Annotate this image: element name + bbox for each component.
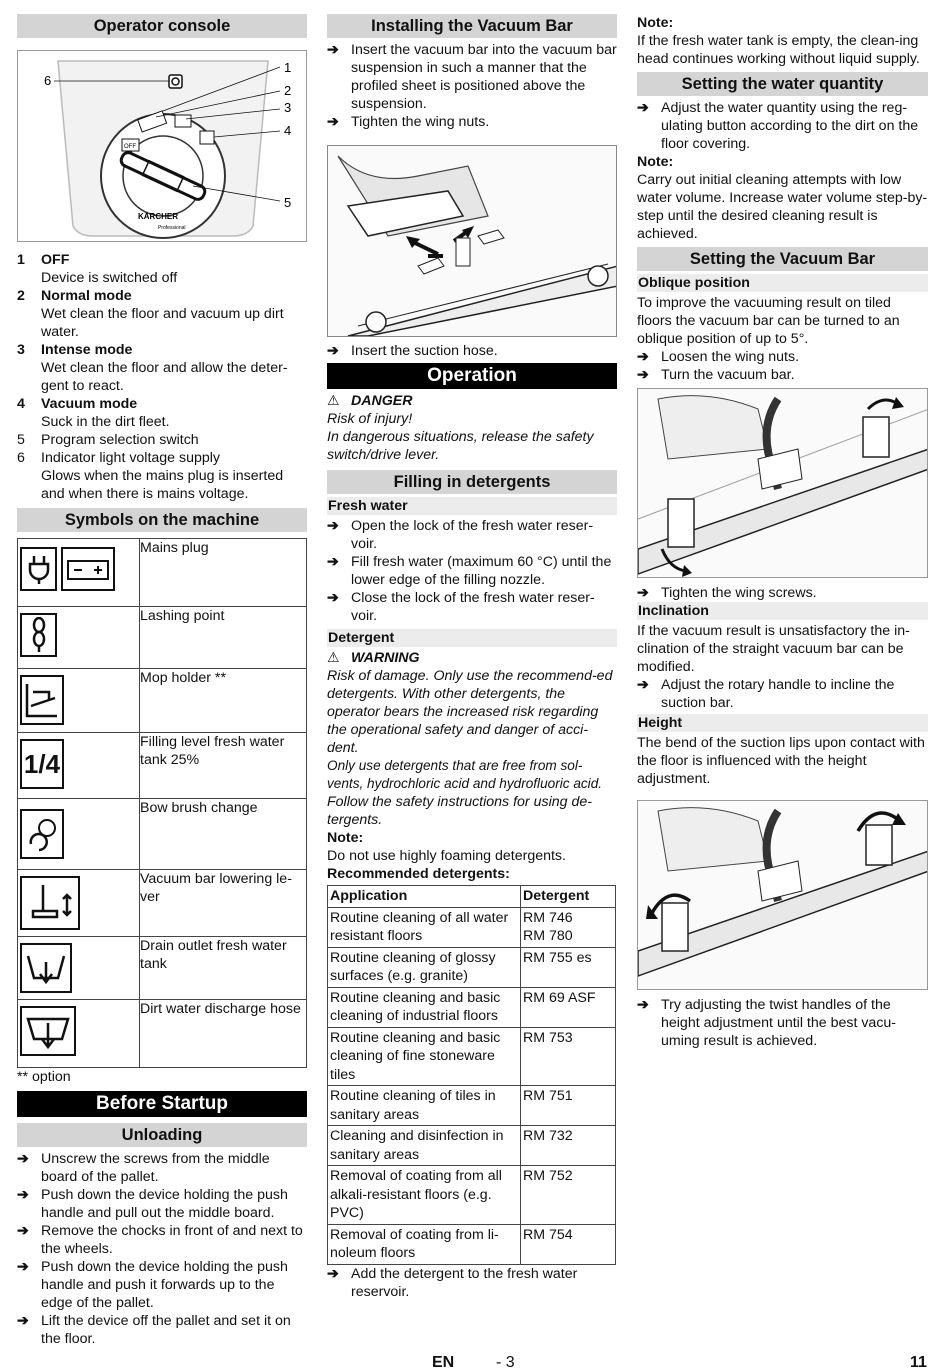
arrow-icon: ➔: [637, 997, 649, 1013]
section-heading-operation: Operation: [327, 363, 617, 389]
symbol-label: Dirt water discharge hose: [140, 1000, 307, 1068]
table-row: [18, 799, 307, 870]
list-item: ➔ Push down the device holding the push handle and push it forwards up to the edge of the pallet.: [17, 1259, 288, 1311]
warning-label: ⚠ WARNING: [327, 650, 420, 666]
subheading-fresh-water: Fresh water: [327, 497, 617, 515]
inclination-text: If the vacuum result is unsatisfactory the in-clination of the straight vacuum bar can be modified.: [637, 623, 910, 675]
symbol-label: Mains plug: [140, 539, 307, 607]
list-item: ➔ Tighten the wing screws.: [637, 585, 817, 601]
arrow-icon: ➔: [637, 367, 649, 383]
list-item: ➔ Remove the chocks in front of and next to the wheels.: [17, 1223, 303, 1257]
note-label: Note:: [327, 830, 364, 846]
arrow-icon: ➔: [327, 1265, 339, 1282]
battery-icon: [61, 547, 115, 591]
table-row: [18, 669, 307, 733]
list-item: ➔ Try adjusting the twist handles of the height adjustment until the best vacu-uming result is achieved.: [637, 997, 897, 1049]
table-row: Removal of coating from li-noleum floors RM 754: [328, 1224, 616, 1264]
callout-5: 5: [284, 195, 292, 210]
quarter-level-icon: 1/4: [20, 739, 64, 789]
oblique-position-figure: [637, 388, 928, 578]
symbol-label: Vacuum bar lowering le-ver: [140, 870, 307, 937]
table-row: Routine cleaning and basic cleaning of fine stoneware tiles RM 753: [328, 1027, 616, 1086]
note-text: Carry out initial cleaning attempts with low water volume. Increase water volume step-by-step until the desired cleaning result is achieved.: [637, 172, 928, 242]
list-item: ➔ Open the lock of the fresh water reser-voir.: [327, 518, 594, 552]
warning-triangle-icon: ⚠: [327, 650, 340, 666]
vacuum-bar-install-drawing: [328, 146, 617, 336]
warning-text: Follow the safety instructions for using de-tergents.: [327, 794, 592, 828]
list-item: ➔ Insert the vacuum bar into the vacuum bar suspension in such a manner that the profiled sheet is positioned above the suspension.: [327, 42, 617, 112]
footer-language: EN: [432, 1354, 455, 1371]
danger-label: ⚠ DANGER: [327, 393, 413, 409]
symbol-label: Bow brush change: [140, 799, 307, 870]
list-item: ➔ Push down the device holding the push handle and pull out the middle board.: [17, 1187, 288, 1221]
console-legend: 1 OFF Device is switched off 2 Normal mode Wet clean the floor and vacuum up dirt water. 3 Intense mode Wet clean the floor and allow the deter-gent to react. 4 Vacuum mode Suck in the dirt fleet. 5 Program selection switch 6 Indicator light voltage supply Glows when the mains plug is inserted and when there is mains voltage.: [17, 251, 307, 503]
legend-item: 5 Program selection switch: [17, 432, 199, 448]
section-heading-water-quantity: Setting the water quantity: [637, 72, 928, 96]
legend-item: 2 Normal mode: [17, 288, 132, 304]
subheading-inclination: Inclination: [637, 602, 928, 620]
operator-console-figure: [17, 50, 307, 242]
vacuum-bar-install-figure: [327, 145, 617, 337]
unloading-steps: [17, 1150, 307, 1348]
footer-sub-page: - 3: [496, 1354, 515, 1371]
section-heading-filling: Filling in detergents: [327, 470, 617, 494]
section-heading-before-startup: Before Startup: [17, 1091, 307, 1117]
arrow-icon: ➔: [637, 349, 649, 365]
callout-2: 2: [284, 83, 292, 98]
table-row: [18, 607, 307, 669]
list-item: ➔ Fill fresh water (maximum 60 °C) until the lower edge of the filling nozzle.: [327, 554, 612, 588]
section-heading-operator-console: Operator console: [17, 14, 307, 38]
column-right: [637, 14, 928, 1050]
table-row: [18, 539, 307, 607]
arrow-icon: ➔: [327, 42, 339, 58]
dial-sub-label: Professional: [158, 225, 186, 231]
arrow-icon: ➔: [327, 343, 339, 359]
table-header-row: Application Detergent: [328, 886, 616, 908]
list-item: ➔ Add the detergent to the fresh water reservoir.: [327, 1265, 578, 1300]
note-text: If the fresh water tank is empty, the clean-ing head continues working without liquid supply.: [637, 33, 920, 67]
column-left: [17, 14, 307, 1348]
option-note: ** option: [17, 1069, 71, 1085]
arrow-icon: ➔: [637, 100, 649, 116]
table-row: Routine cleaning of all water resistant floors RM 746 RM 780: [328, 907, 616, 947]
legend-item: 6 Indicator light voltage supply: [17, 450, 221, 466]
section-heading-vacuum-bar: Setting the Vacuum Bar: [637, 247, 928, 271]
table-row: Cleaning and disinfection in sanitary areas RM 732: [328, 1126, 616, 1166]
table-row: Routine cleaning of tiles in sanitary areas RM 751: [328, 1086, 616, 1126]
list-item: ➔ Loosen the wing nuts.: [637, 349, 800, 365]
warning-text: Only use detergents that are free from sol-vents, hydrochloric acid and hydrofluoric acid.: [327, 758, 603, 791]
note-text: Do not use highly foaming detergents.: [327, 848, 566, 864]
detergents-table: [327, 885, 616, 1265]
warning-text: Risk of damage. Only use the recommend-ed detergents. With other detergents, the operator bears the increased risk regarding the operational safety and danger of acci-dent.: [327, 668, 613, 756]
arrow-icon: ➔: [637, 677, 649, 693]
arrow-icon: ➔: [17, 1313, 29, 1329]
arrow-icon: ➔: [637, 585, 649, 601]
legend-item: 4 Vacuum mode: [17, 396, 138, 412]
symbol-label: Drain outlet fresh water tank: [140, 937, 307, 1000]
symbol-label: Lashing point: [140, 607, 307, 669]
list-item: ➔ Unscrew the screws from the middle board of the pallet.: [17, 1151, 270, 1185]
section-heading-installing: Installing the Vacuum Bar: [327, 14, 617, 38]
table-row: Routine cleaning and basic cleaning of industrial floors RM 69 ASF: [328, 987, 616, 1027]
callout-1: 1: [284, 60, 292, 75]
callout-4: 4: [284, 123, 292, 138]
list-item: ➔ Insert the suction hose.: [327, 343, 498, 359]
list-item: ➔ Close the lock of the fresh water reser-voir.: [327, 590, 595, 624]
callout-3: 3: [284, 100, 292, 115]
height-adjustment-drawing: [638, 801, 928, 989]
list-item: ➔ Tighten the wing nuts.: [327, 114, 490, 130]
table-row: Routine cleaning of glossy surfaces (e.g. granite) RM 755 es: [328, 947, 616, 987]
column-middle: [327, 14, 617, 1301]
arrow-icon: ➔: [17, 1259, 29, 1275]
warning-triangle-icon: ⚠: [327, 393, 340, 409]
oblique-text: To improve the vacuuming result on tiled floors the vacuum bar can be turned to an oblique position of up to 5°.: [637, 295, 900, 347]
arrow-icon: ➔: [17, 1187, 29, 1203]
section-heading-symbols: Symbols on the machine: [17, 508, 307, 532]
symbol-label: Filling level fresh water tank 25%: [140, 733, 307, 799]
list-item: ➔ Adjust the rotary handle to incline the suction bar.: [637, 677, 895, 711]
arrow-icon: ➔: [17, 1151, 29, 1167]
symbols-table: [17, 538, 307, 1068]
operator-console-drawing: [18, 51, 307, 241]
list-item: ➔ Adjust the water quantity using the reg-ulating button according to the dirt on the floor covering.: [637, 100, 919, 152]
subheading-detergent: Detergent: [327, 629, 617, 647]
dial-off-label: OFF: [124, 144, 136, 150]
chain-icon: [20, 613, 57, 657]
table-row: [18, 870, 307, 937]
table-row: [18, 733, 307, 799]
discharge-hose-icon: [20, 1006, 76, 1056]
arrow-icon: ➔: [327, 590, 339, 606]
arrow-icon: ➔: [327, 518, 339, 534]
table-row: Removal of coating from all alkali-resistant floors (e.g. PVC) RM 752: [328, 1166, 616, 1225]
note-label: Note:: [637, 154, 674, 170]
recommended-heading: Recommended detergents:: [327, 866, 510, 882]
subheading-oblique: Oblique position: [637, 274, 928, 292]
list-item: ➔ Lift the device off the pallet and set it on the floor.: [17, 1313, 291, 1347]
section-heading-unloading: Unloading: [17, 1123, 307, 1147]
dial-brand-label: KÄRCHER: [138, 212, 178, 221]
danger-text: Risk of injury!: [327, 411, 413, 427]
brush-change-icon: [20, 809, 64, 859]
callout-6: 6: [44, 73, 52, 88]
oblique-position-drawing: [638, 389, 928, 577]
note-label: Note:: [637, 15, 674, 31]
mop-holder-icon: [20, 675, 64, 725]
height-text: The bend of the suction lips upon contact with the floor is influenced with the height adjustment.: [637, 735, 925, 787]
list-item: ➔ Turn the vacuum bar.: [637, 367, 795, 383]
arrow-icon: ➔: [17, 1223, 29, 1239]
plug-icon: [20, 547, 57, 591]
subheading-height: Height: [637, 714, 928, 732]
arrow-icon: ➔: [327, 114, 339, 130]
height-adjustment-figure: [637, 800, 928, 990]
drain-outlet-icon: [20, 943, 72, 993]
symbol-label: Mop holder **: [140, 669, 307, 733]
danger-text: In dangerous situations, release the safety switch/drive lever.: [327, 429, 594, 463]
table-row: [18, 1000, 307, 1068]
table-row: [18, 937, 307, 1000]
legend-item: 3 Intense mode: [17, 342, 133, 358]
arrow-icon: ➔: [327, 554, 339, 570]
legend-item: 1 OFF: [17, 252, 70, 268]
footer-page-number: 11: [910, 1354, 927, 1371]
vacuum-bar-lever-icon: [20, 876, 80, 930]
